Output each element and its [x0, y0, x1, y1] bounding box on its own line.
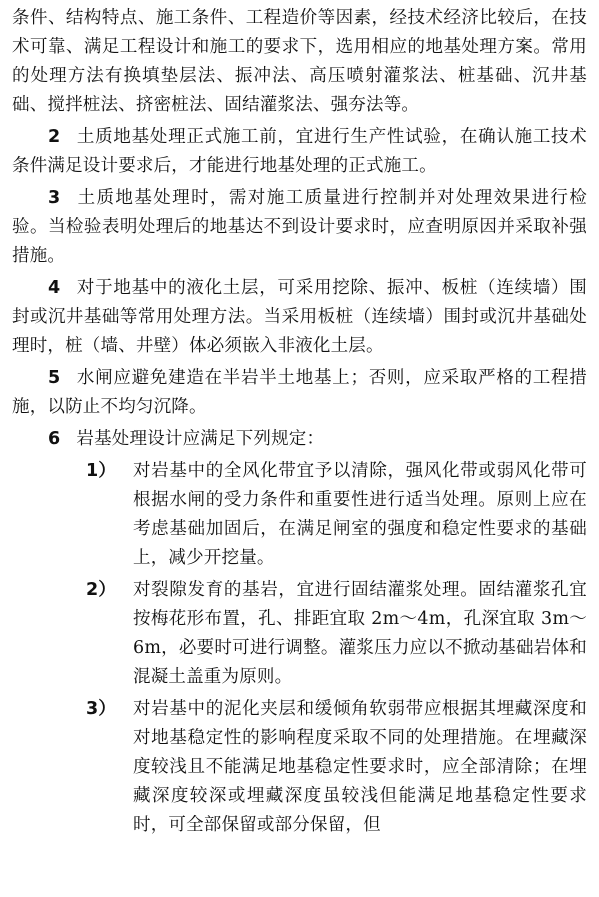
clause-4: [12, 274, 587, 361]
clause-number: 3: [48, 188, 61, 208]
clause-text: 岩基处理设计应满足下列规定：: [76, 429, 325, 449]
clause-2: [12, 123, 587, 181]
clause-text: 土质地基处理时，需对施工质量进行控制并对处理效果进行检验。当检验表明处理后的地基达不到设计要求时，应查明原因并采取补强措施。: [12, 188, 587, 266]
item-text: 对岩基中的泥化夹层和缓倾角软弱带应根据其埋藏深度和对地基稳定性的影响程度采取不同的处理措施。在埋藏深度较浅且不能满足地基稳定性要求时，应全部清除；在埋藏深度较深或埋藏深度虽较浅但能满足地基稳定性要求时，可全部保留或部分保留，但: [133, 699, 587, 835]
clause-6: [12, 425, 587, 454]
item-number: 3）: [86, 699, 117, 719]
item-number: 1）: [86, 461, 117, 481]
clause-number: 2: [48, 127, 61, 147]
list-item-2: [12, 576, 587, 692]
clause-text: 对于地基中的液化土层，可采用挖除、振冲、板桩（连续墙）围封或沉井基础等常用处理方法。当采用板桩（连续墙）围封或沉井基础处理时，桩（墙、井壁）体必须嵌入非液化土层。: [12, 278, 587, 356]
item-text: 对岩基中的全风化带宜予以清除，强风化带或弱风化带可根据水闸的受力条件和重要性进行适当处理。原则上应在考虑基础加固后，在满足闸室的强度和稳定性要求的基础上，减少开挖量。: [133, 461, 587, 568]
item-number: 2）: [86, 580, 117, 600]
clause-text: 水闸应避免建造在半岩半土地基上；否则，应采取严格的工程措施，以防止不均匀沉降。: [12, 368, 587, 417]
list-item-1: [12, 457, 587, 573]
clause-number: 6: [48, 429, 61, 449]
clause-number: 4: [48, 278, 61, 298]
clause-text: 土质地基处理正式施工前，宜进行生产性试验，在确认施工技术条件满足设计要求后，才能进行地基处理的正式施工。: [12, 127, 587, 176]
clause-number: 5: [48, 368, 61, 388]
intro-paragraph: 条件、结构特点、施工条件、工程造价等因素，经技术经济比较后，在技术可靠、满足工程设计和施工的要求下，选用相应的地基处理方案。常用的处理方法有换填垫层法、振冲法、高压喷射灌浆法、桩基础、沉井基础、搅拌桩法、挤密桩法、固结灌浆法、强夯法等。: [12, 8, 587, 115]
item-text: 对裂隙发育的基岩，宜进行固结灌浆处理。固结灌浆孔宜按梅花形布置，孔、排距宜取 2m～4m，孔深宜取 3m～6m，必要时可进行调整。灌浆压力应以不掀动基础岩体和混凝土盖重为原则。: [133, 580, 587, 687]
list-item-3: [12, 695, 587, 840]
clause-3: [12, 184, 587, 271]
clause-5: [12, 364, 587, 422]
